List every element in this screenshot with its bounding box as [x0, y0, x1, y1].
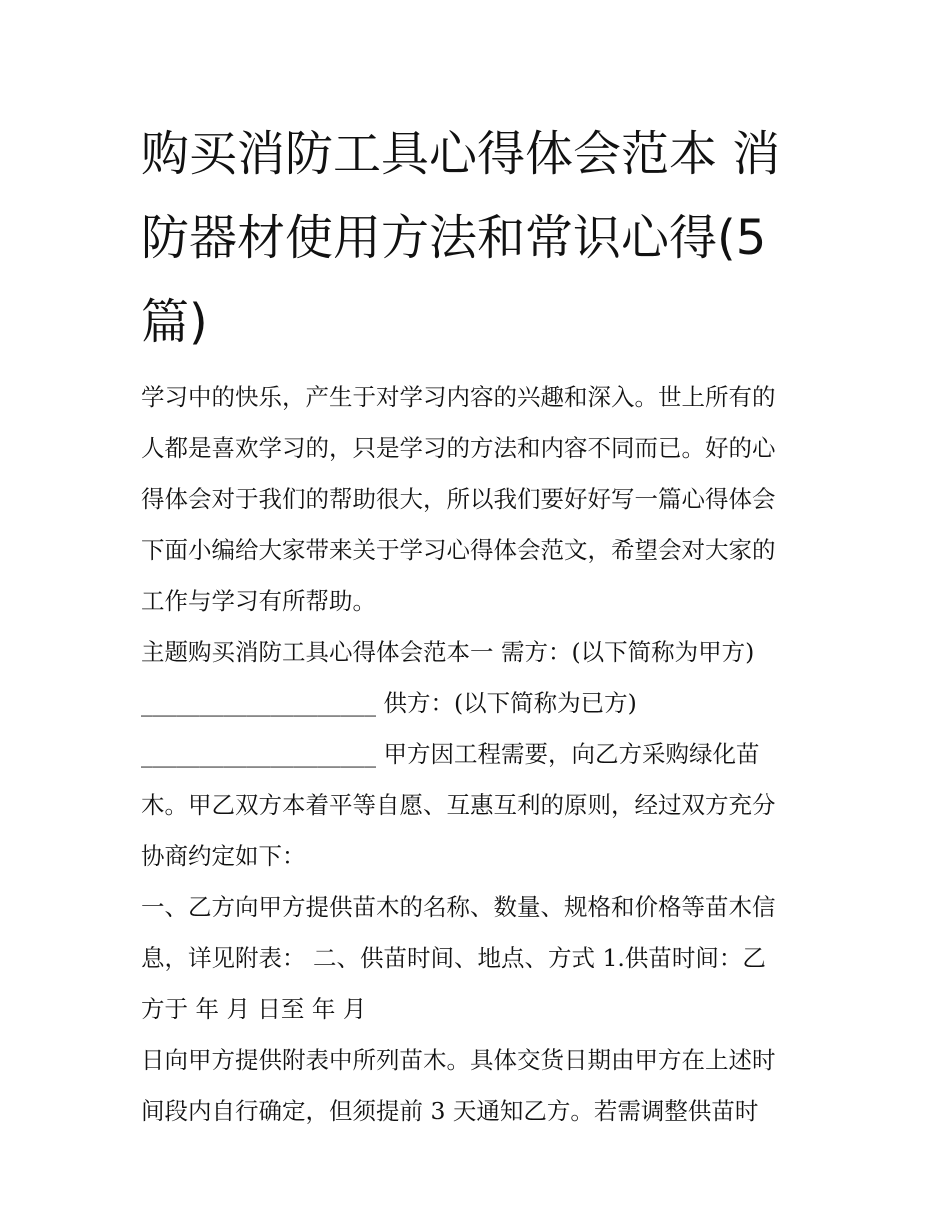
body-line: 得体会对于我们的帮助很大，所以我们要好好写一篇心得体会 [141, 485, 776, 513]
body-line: 间段内自行确定，但须提前 3 天通知乙方。若需调整供苗时 [141, 1097, 759, 1125]
body-line: 学习中的快乐，产生于对学习内容的兴趣和深入。世上所有的 [141, 383, 776, 411]
document-page [141, 112, 816, 1137]
body-line: ____________________ 供方：(以下简称为已方) [141, 689, 637, 717]
body-line: 主题购买消防工具心得体会范本一 需方：(以下简称为甲方) [141, 638, 755, 666]
body-line: 人都是喜欢学习的，只是学习的方法和内容不同而已。好的心 [141, 434, 776, 462]
body-line: 息，详见附表： 二、供苗时间、地点、方式 1.供苗时间：乙 [141, 944, 766, 972]
body-line: 木。甲乙双方本着平等自愿、互惠互利的原则，经过双方充分 [141, 791, 776, 819]
title-line: 购买消防工具心得体会范本 消 [141, 126, 781, 182]
body-line: ____________________ 甲方因工程需要，向乙方采购绿化苗 [141, 740, 760, 768]
body-line: 协商约定如下： [141, 842, 306, 870]
title-line: 篇) [141, 294, 208, 350]
title-line: 防器材使用方法和常识心得(5 [141, 210, 767, 266]
body-text [141, 372, 816, 1137]
body-line: 工作与学习有所帮助。 [141, 587, 376, 615]
body-line: 方于 年 月 日至 年 月 [141, 995, 367, 1023]
body-line: 一、乙方向甲方提供苗木的名称、数量、规格和价格等苗木信 [141, 893, 776, 921]
document-title [141, 112, 816, 364]
body-line: 下面小编给大家带来关于学习心得体会范文，希望会对大家的 [141, 536, 776, 564]
body-line: 日向甲方提供附表中所列苗木。具体交货日期由甲方在上述时 [141, 1046, 776, 1074]
